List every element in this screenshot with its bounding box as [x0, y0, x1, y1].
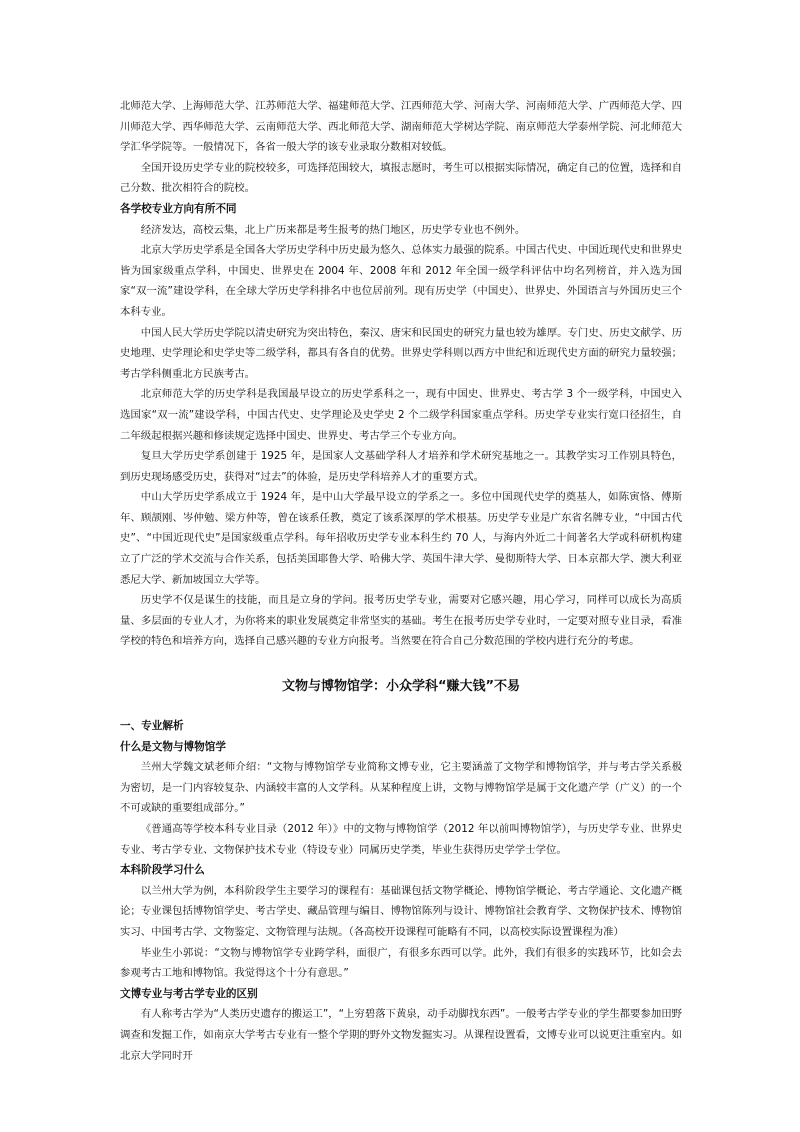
article-title: 文物与博物馆学：小众学科“赚大钱”不易	[281, 679, 521, 695]
subsection-heading: 本科阶段学习什么	[120, 864, 205, 877]
section-heading: 一、专业解析	[120, 720, 184, 733]
paragraph: 历史学不仅是谋生的技能，而且是立身的学问。报考历史学专业，需要对它感兴趣，用心学习，同样可以成长为高质量、多层面的专业人才，为你将来的职业发展奠定非常坚实的基础。考生在报考历史学专业时，一定要对照专业目录，看准学校的特色和培养方向，选择自己感兴趣的专业方向报考。当然要在符合自己分数范围的学校内进行充分的考虑。	[120, 594, 682, 648]
paragraph: 有人称考古学为“人类历史遗存的搬运工”，“上穷碧落下黄泉，动手动脚找东西”。一般考古学专业的学生都要参加田野调查和发掘工作，如南京大学考古专业有一整个学期的野外文物发掘实习。从课程设置看，文博专业可以说更注重室内。如北京大学同时开	[120, 1008, 682, 1062]
paragraph: 毕业生小郭说：“文物与博物馆学专业跨学科，面很广，有很多东西可以学。此外，我们有很多的实践环节，比如会去参观考古工地和博物馆。我觉得这个十分有意思。”	[120, 946, 682, 980]
paragraph: 中山大学历史学系成立于 1924 年，是中山大学最早设立的学系之一。多位中国现代史学的奠基人，如陈寅恪、傅斯年、顾颉刚、岑仲勉、梁方仲等，曾在该系任教，奠定了该系深厚的学术根基。历史学专业是广东省名牌专业，“中国古代史”、“中国近现代史”是国家级重点学科。每年招收历史学专业本科生约 70 人，与海内外近二十间著名大学或科研机构建立了广泛的学术交流与合作关系，包括美国耶鲁大学、哈佛大学、英国牛津大学、曼彻斯特大学、日本京都大学、澳大利亚悉尼大学、新加坡国立大学等。	[120, 491, 682, 586]
paragraph: 中国人民大学历史学院以清史研究为突出特色，秦汉、唐宋和民国史的研究力量也较为雄厚。专门史、历史文献学、历史地理、史学理论和史学史等二级学科，都具有各自的优势。世界史学科则以西方中世纪和近现代史方面的研究力量较强；考古学科侧重北方民族考古。	[120, 326, 682, 380]
paragraph: 以兰州大学为例，本科阶段学生主要学习的课程有：基础课包括文物学概论、博物馆学概论、考古学通论、文化遗产概论；专业课包括博物馆学史、考古学史、藏品管理与编目、博物馆陈列与设计、博物馆社会教育学、文物保护技术、博物馆实习、中国考古学、文物鉴定、文物管理与法规。（各高校开设课程可能略有不同，以高校实际设置课程为准）	[120, 884, 682, 938]
paragraph: 《普通高等学校本科专业目录（2012 年）》中的文物与博物馆学（2012 年以前叫博物馆学），与历史学专业、世界史专业、考古学专业、文物保护技术专业（特设专业）同属历史学类，毕业生获得历史学学士学位。	[120, 823, 682, 856]
section-heading: 各学校专业方向有所不同	[120, 202, 237, 215]
subsection-heading: 文博专业与考古学专业的区别	[120, 987, 258, 1000]
paragraph: 经济发达，高校云集，北上广历来都是考生报考的热门地区，历史学专业也不例外。	[140, 223, 526, 236]
paragraph: 北师范大学、上海师范大学、江苏师范大学、福建师范大学、江西师范大学、河南大学、河南师范大学、广西师范大学、四川师范大学、西华师范大学、云南师范大学、西北师范大学、湖南师范大学树达学院、南京师范大学泰州学院、河北师范大学汇华学院等。一般情况下，各省一般大学的该专业录取分数相对较低。	[120, 100, 682, 154]
paragraph: 兰州大学魏文斌老师介绍：“文物与博物馆学专业简称文博专业，它主要涵盖了文物学和博物馆学，并与考古学关系极为密切，是一门内容较复杂、内涵较丰富的人文学科。从某种程度上讲，文物与博物馆学是属于文化遗产学（广义）的一个不可或缺的重要组成部分。”	[120, 761, 682, 815]
document-page	[120, 96, 682, 1066]
paragraph: 北京大学历史学系是全国各大学历史学科中历史最为悠久、总体实力最强的院系。中国古代史、中国近现代史和世界史皆为国家级重点学科，中国史、世界史在 2004 年、2008 年和 2012 年全国一级学科评估中均名列榜首，并入选为国家“双一流”建设学科，在全球大学历史学科排名中也位居前列。现有历史学（中国史）、世界史、外国语言与外国历史三个本科专业。	[120, 244, 682, 318]
paragraph: 全国开设历史学专业的院校较多，可选择范围较大，填报志愿时，考生可以根据实际情况，确定自己的位置，选择和自己分数、批次相符合的院校。	[120, 161, 682, 195]
paragraph: 北京师范大学的历史学科是我国最早设立的历史学系科之一，现有中国史、世界史、考古学 3 个一级学科，中国史入选国家“双一流”建设学科，中国古代史、史学理论及史学史 2 个二级学科国家重点学科。历史学专业实行宽口径招生，自二年级起根据兴趣和修读规定选择中国史、世界史、考古学三个专业方向。	[120, 388, 682, 442]
paragraph: 复旦大学历史学系创建于 1925 年，是国家人文基础学科人才培养和学术研究基地之一。其教学实习工作别具特色，到历史现场感受历史，获得对“过去”的体验，是历史学科培养人才的重要方式。	[120, 450, 682, 483]
subsection-heading: 什么是文物与博物馆学	[120, 740, 226, 753]
